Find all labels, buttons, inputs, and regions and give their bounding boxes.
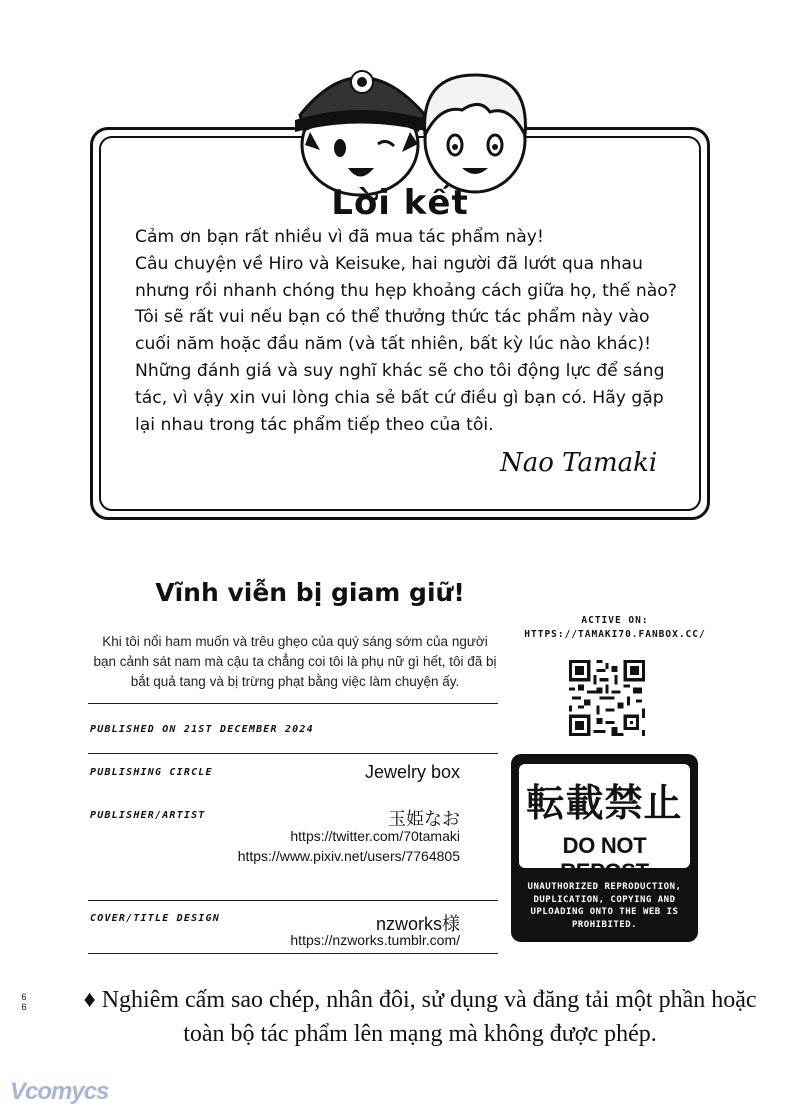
afterword-body [135, 224, 695, 438]
page-number: 6 6 [21, 992, 27, 1012]
afterword-line: tác, vì vậy xin vui lòng chia sẻ bất cứ điều gì bạn có. Hãy gặp [135, 387, 664, 408]
cover-designer-link[interactable]: https://nzworks.tumblr.com/ [290, 932, 460, 948]
do-not-repost-text: DO NOT REPOST [560, 833, 649, 884]
afterword-line: cuối năm hoặc đầu năm (và tất nhiên, bất kỳ lúc nào khác)! [135, 334, 651, 355]
cover-design-label: COVER/TITLE DESIGN [90, 913, 220, 924]
active-on [520, 614, 710, 642]
chibi-characters-illustration [290, 20, 530, 200]
scanlator-watermark: Vcomycs [10, 1078, 109, 1105]
book-title: Vĩnh viễn bị giam giữ! [155, 578, 465, 607]
afterword-line: lại nhau trong tác phẩm tiếp theo của tôi. [135, 414, 494, 435]
published-date: PUBLISHED ON 21ST DECEMBER 2024 [90, 724, 314, 735]
publisher-label: PUBLISHER/ARTIST [90, 810, 206, 821]
book-synopsis: Khi tôi nổi ham muốn và trêu ghẹo của quý sáng sớm của người bạn cảnh sát nam mà cậu ta chẳng coi tôi là phụ nữ gì hết, tôi đã bị bắt quả tang và bị trừng phạt bằng việc làm chuyện ấy. [93, 634, 497, 689]
publisher-pixiv-link[interactable]: https://www.pixiv.net/users/7764805 [237, 848, 460, 864]
divider [88, 703, 498, 704]
divider [88, 753, 498, 754]
do-not-repost-kanji: 転載禁止 [526, 781, 683, 825]
afterword-line: nhưng rồi nhanh chóng thu hẹp khoảng cách giữa họ, thế nào? [135, 280, 677, 301]
chibi-blonde [425, 75, 526, 192]
afterword-line: Cảm ơn bạn rất nhiều vì đã mua tác phẩm này! [135, 227, 544, 247]
afterword-line: Tôi sẽ rất vui nếu bạn có thể thưởng thức tác phẩm này vào [135, 307, 650, 328]
fanbox-link[interactable]: HTTPS://TAMAKI70.FANBOX.CC/ [524, 629, 706, 640]
publishing-circle-label: PUBLISHING CIRCLE [90, 767, 213, 778]
copyright-notice: ♦ Nghiêm cấm sao chép, nhân đôi, sử dụng và đăng tải một phần hoặc toàn bộ tác phẩm lên mạng mà không được phép. [83, 987, 757, 1047]
publisher-twitter-link[interactable]: https://twitter.com/70tamaki [290, 828, 460, 844]
divider [88, 900, 498, 901]
publishing-circle-value: Jewelry box [364, 762, 460, 782]
cover-designer-name: nzworks様 [375, 914, 460, 934]
author-signature: Nao Tamaki [500, 448, 658, 478]
afterword-line: Câu chuyện về Hiro và Keisuke, hai người đã lướt qua nhau [135, 253, 643, 274]
publisher-name: 玉姫なお [388, 809, 460, 829]
divider [88, 953, 498, 954]
do-not-repost-note: UNAUTHORIZED REPRODUCTION, DUPLICATION, COPYING AND UPLOADING ONTO THE WEB IS PROHIBITED. [527, 882, 682, 930]
chibi-officer [295, 71, 430, 195]
active-on-label: ACTIVE ON: [581, 615, 649, 626]
afterword-title: Lời kết [331, 183, 469, 223]
afterword-line: Những đánh giá và suy nghĩ khác sẽ cho tôi động lực để sáng [135, 360, 665, 381]
qr-code-icon[interactable] [569, 660, 645, 736]
